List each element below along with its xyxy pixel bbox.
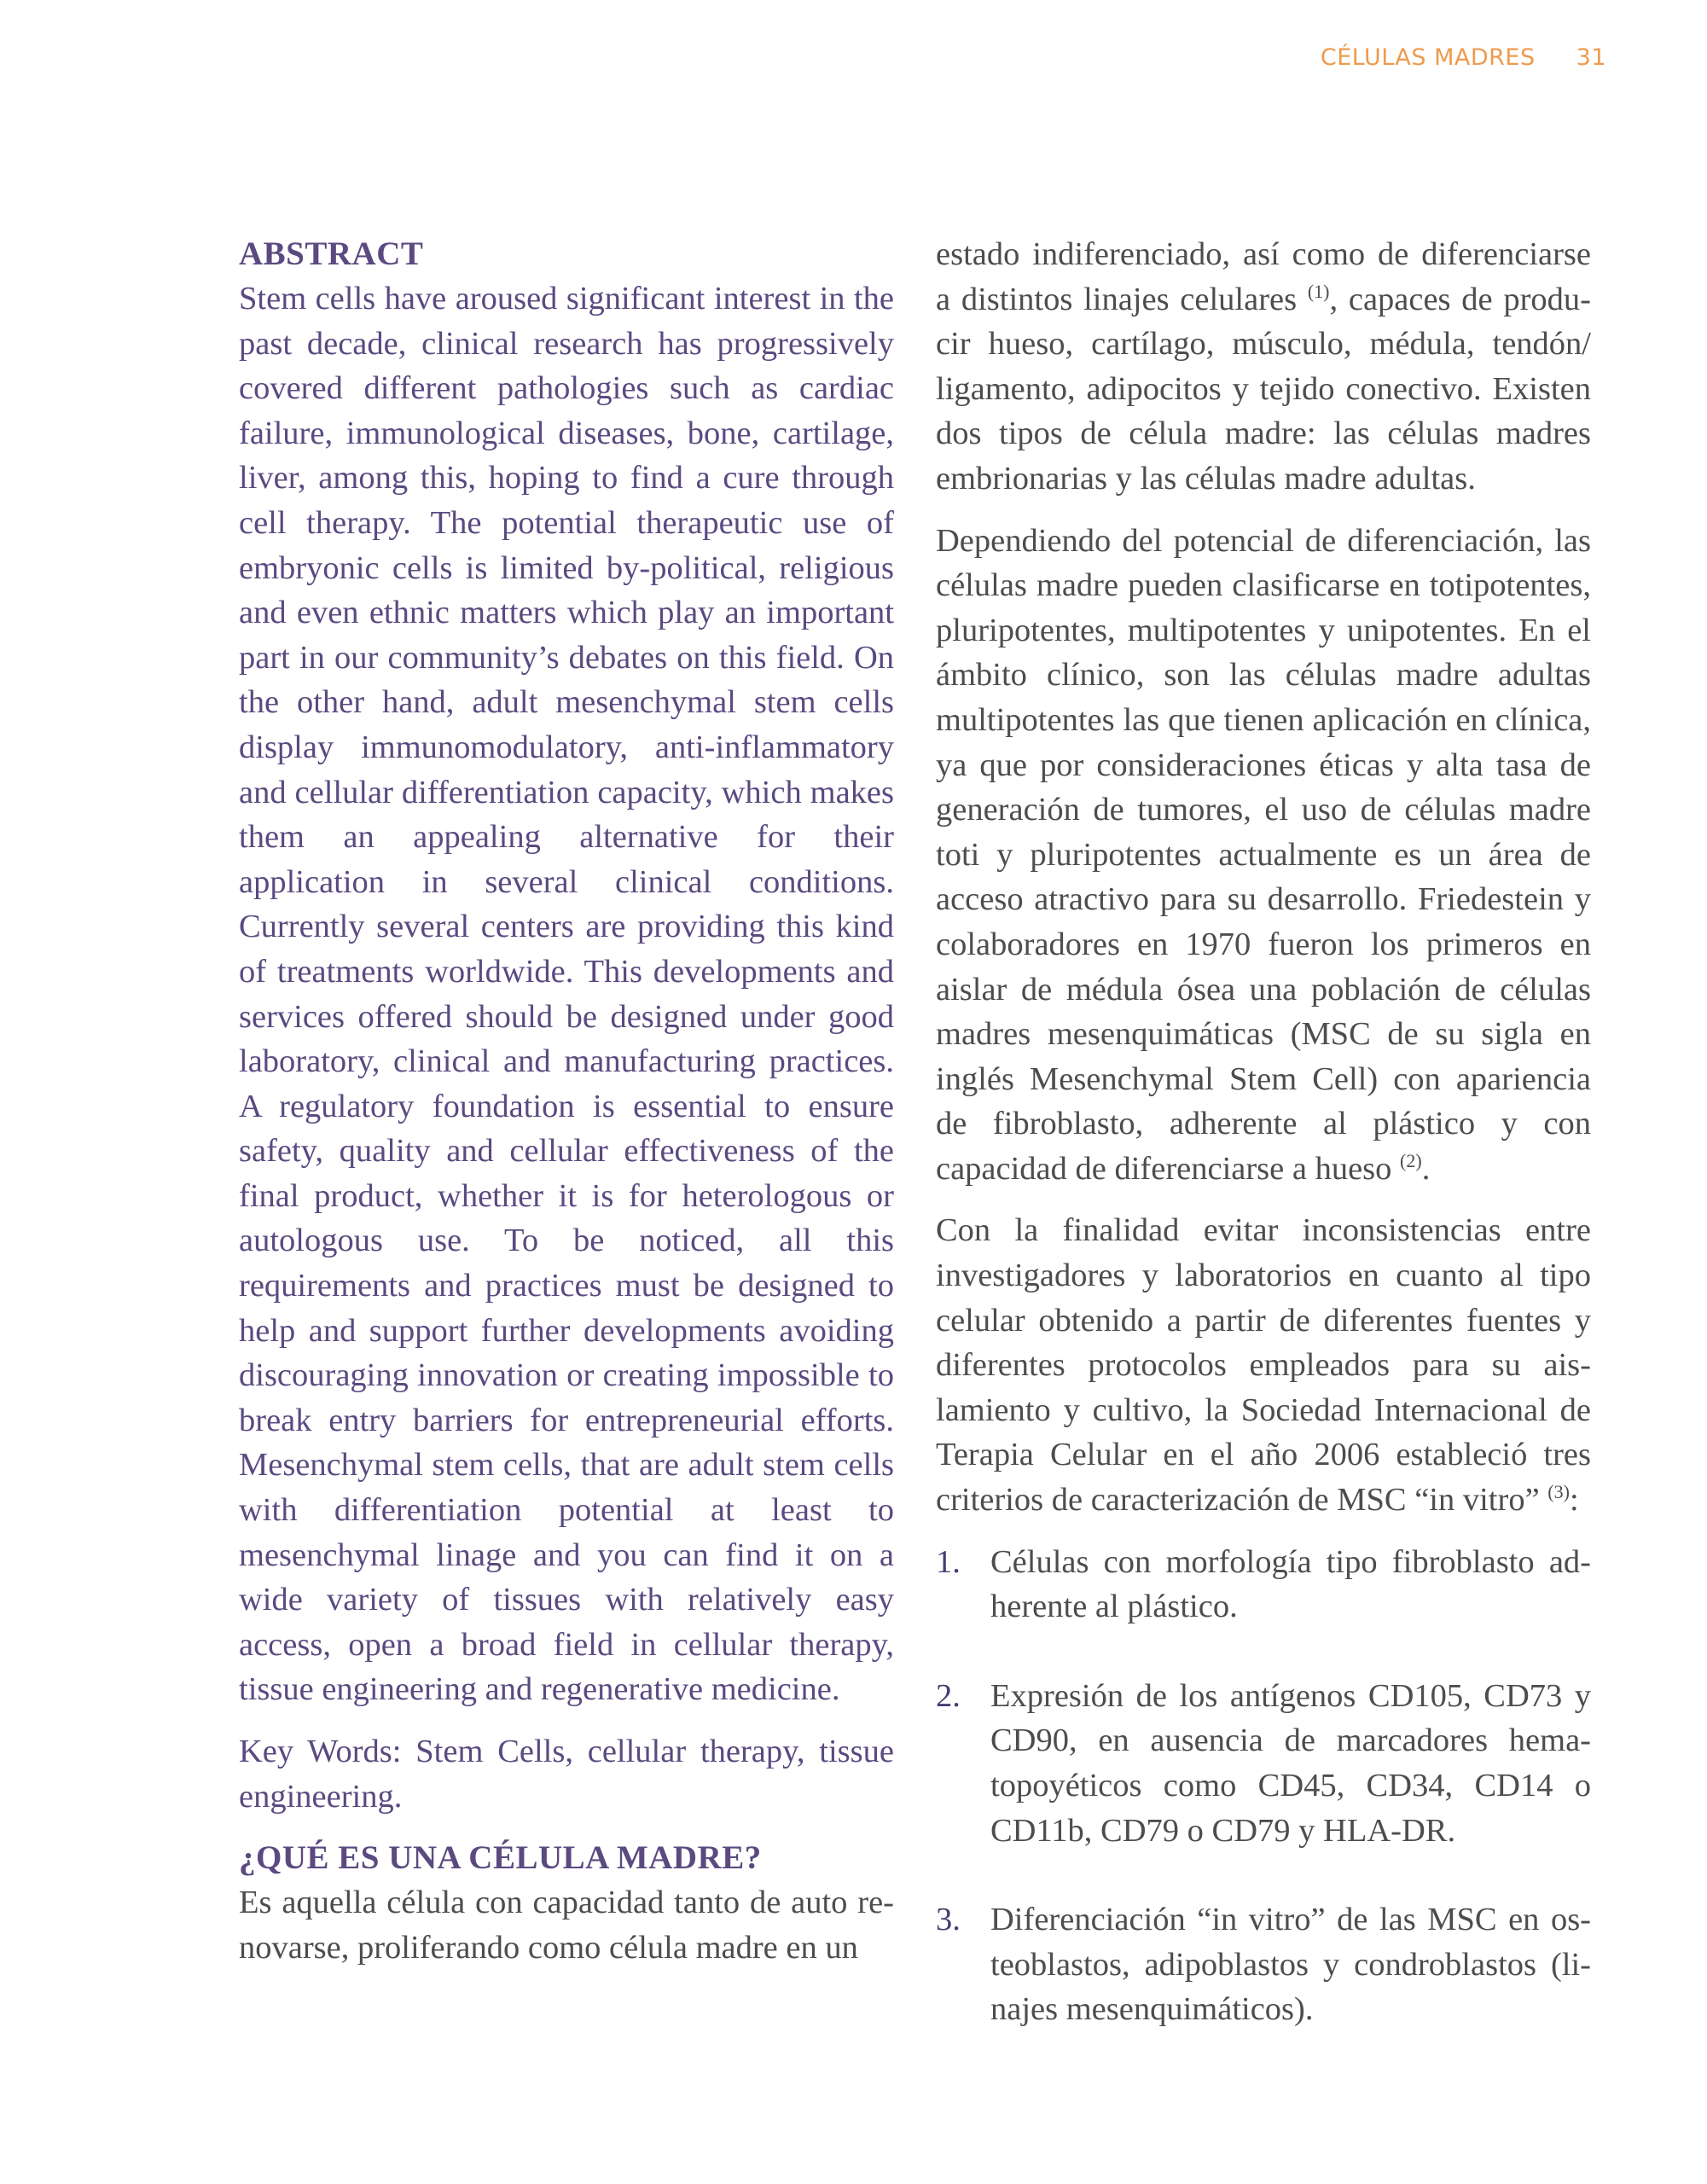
left-column: [239, 232, 894, 1987]
criteria-text: Células con morfología tipo fibroblasto adherente al plástico.: [990, 1543, 1591, 1625]
text: Dependiendo del potencial de diferenciación, las células madre pueden clasificarse en totipotentes, pluripotentes, multipotentes y unipotentes. En el ámbito clínico, son las células madre adultas multipotentes las que tienen aplicación en clínica, ya que por consideraciones éticas y alta tasa de generación de tumores, el uso de células madre toti y pluripotentes actualmente es un área de acceso atractivo para su desarrollo. Friedestein y colaboradores en 1970 fueron los primeros en aislar de médula ósea una población de células madres mesenquimáticas (MSC de su sigla en inglés Mesenchymal Stem Cell) con apariencia de fibroblasto, adherente al plástico y con capacidad de diferenciarse a hueso: [936, 522, 1591, 1187]
criteria-number: 3.: [936, 1902, 961, 1938]
abstract-heading: ABSTRACT: [239, 235, 424, 272]
abstract-keywords: Key Words: Stem Cells, cellular therapy, tissue engineering.: [239, 1734, 894, 1815]
citation-ref-3: (3): [1547, 1481, 1570, 1503]
text: Con la finalidad evitar inconsistencias entre investigadores y laboratorios en cuanto al tipo celular obtenido a partir de diferentes fuentes y diferentes protocolos empleados para su aislamiento y cultivo, la Sociedad Internacional de Terapia Celular en el año 2006 estableció tres criterios de caracterización de MSC “in vitro”: [936, 1212, 1591, 1519]
paragraph-definition-start: Es aquella célula con capacidad tanto de auto renovarse, proliferando como célula madre en un: [239, 1885, 894, 1966]
right-column: [936, 232, 1591, 2077]
abstract-body: Stem cells have aroused significant interest in the past decade, clinical research has progressively covered different pathologies such as cardiac failure, immunological diseases, bone, cartilage, liver, among this, hoping to find a cure through cell therapy. The potential therapeutic use of embryonic cells is limited by-political, religious and even ethnic matters which play an important part in our community’s debates on this field. On the other hand, adult mesenchymal stem cells display immunomodulatory, anti-inflammatory and cellular differentiation capacity, which makes them an appealing alternative for their application in several clinical conditions. Currently several centers are providing this kind of treatments worldwide. This developments and services offered should be designed under good laboratory, clinical and manufacturing practices. A regulatory foundation is essential to ensure safety, quality and cellular effectiveness of the final product, whether it is for heterologous or autologous use. To be noticed, all this requirements and practices must be designed to help and support further developments avoiding discouraging innovation or creating impossible to break entry barriers for entrepreneurial efforts. Mesenchymal stem cells, that are adult stem cells with differentiation potential at least to mesenchymal linage and you can find it on a wide variety of tissues with relatively easy access, open a broad field in cellular therapy, tissue engineering and regenerative medicine.: [239, 281, 894, 1708]
paragraph-potential: [936, 519, 1591, 1192]
paragraph-definition-cont: [936, 232, 1591, 502]
criteria-text: Expresión de los antígenos CD105, CD73 y CD90, en ausencia de marcadores hematopoyéticos como CD45, CD34, CD14 o CD11b, CD79 o CD79 y HLA-DR.: [990, 1677, 1591, 1849]
criteria-number: 2.: [936, 1677, 961, 1714]
running-head-section: CÉLULAS MADRES: [1320, 44, 1536, 71]
text: estado indiferenciado, así como de diferenciarse a distintos linajes celulares: [936, 236, 1591, 317]
text: , capaces de producir hueso, cartílago, músculo, médula, tendón/ ligamento, adipocitos y tejido conectivo. Existen dos tipos de célula madre: las células madres embrionarias y las células madre adultas.: [936, 281, 1591, 497]
citation-ref-2: (2): [1400, 1149, 1422, 1171]
paragraph-criteria-intro: [936, 1208, 1591, 1522]
text: .: [1421, 1150, 1431, 1187]
criteria-list: [936, 1540, 1591, 2032]
text: :: [1569, 1482, 1579, 1519]
criteria-text: Diferenciación “in vitro” de las MSC en osteoblastos, adipoblastos y condroblastos (linajes mesenquimáticos).: [990, 1902, 1591, 2028]
section-heading-que-es: ¿QUÉ ES UNA CÉLULA MADRE?: [239, 1839, 762, 1877]
criteria-number: 1.: [936, 1543, 961, 1580]
page-number: 31: [1576, 44, 1606, 71]
running-head: [1321, 44, 1606, 71]
criteria-item: [936, 1897, 1591, 2032]
citation-ref-1: (1): [1307, 280, 1330, 302]
criteria-item: [936, 1540, 1591, 1629]
criteria-item: [936, 1674, 1591, 1853]
